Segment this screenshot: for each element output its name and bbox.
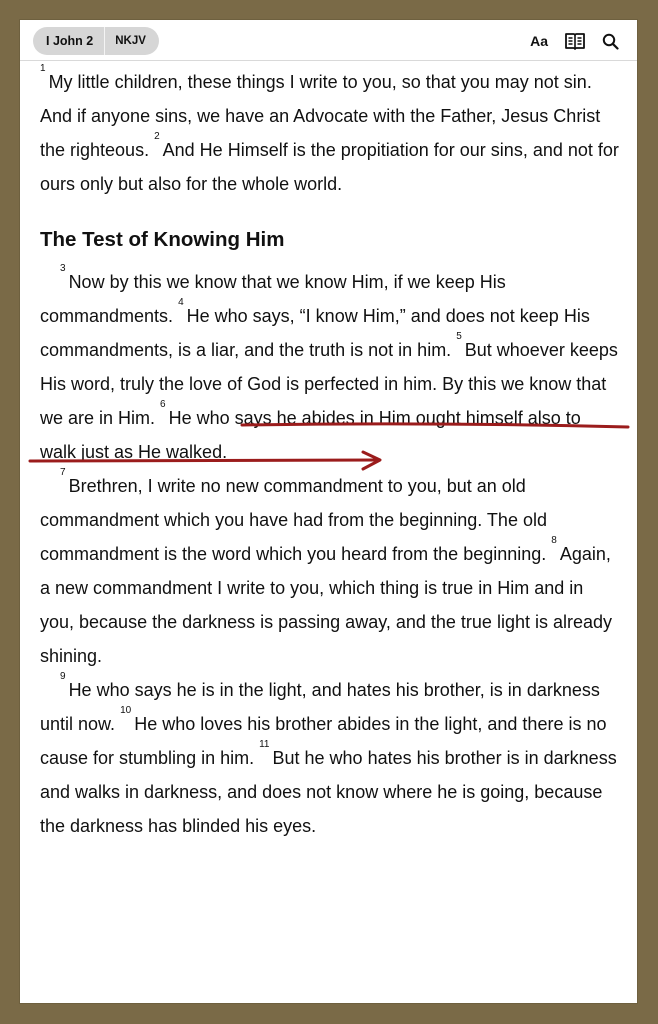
toolbar-actions xyxy=(530,30,619,52)
verse-11[interactable]: But he who hates his brother is in darkness and walks in darkness, and does not know where he is going, because the darkness has blinded his eyes. xyxy=(40,748,617,836)
verse-number-3: 3 xyxy=(60,263,66,274)
parallel-bible-icon[interactable] xyxy=(565,30,585,52)
verse-1[interactable]: My little children, these things I write to you, so that you may not sin. And if anyone sins, we have an Advocate with the Father, Jesus Christ the righteous. xyxy=(40,72,601,160)
verse-10[interactable]: He who loves his brother abides in the light, and there is no cause for stumbling in him. xyxy=(40,714,607,768)
verse-3[interactable]: Now by this we know that we know Him, if we keep His commandments. xyxy=(40,272,506,326)
verse-5[interactable]: But whoever keeps His word, truly the love of God is perfected in him. By this we know that we are in Him. xyxy=(40,340,618,428)
verse-number-9: 9 xyxy=(60,671,66,682)
verse-number-1: 1 xyxy=(40,63,46,74)
verse-number-4: 4 xyxy=(178,297,184,308)
verse-number-6: 6 xyxy=(160,399,166,410)
verse-6[interactable]: He who says he abides in Him ought himself also to walk just as He walked. xyxy=(40,408,581,462)
reader-toolbar xyxy=(20,20,637,61)
verse-number-10: 10 xyxy=(120,705,132,716)
font-settings-button[interactable]: Aa xyxy=(530,33,548,49)
verse-number-11: 11 xyxy=(259,739,270,750)
paragraph-7-8 xyxy=(40,469,620,673)
paragraph-intro xyxy=(40,65,620,201)
verse-number-7: 7 xyxy=(60,467,66,478)
verse-number-8: 8 xyxy=(551,535,557,546)
verse-9[interactable]: He who says he is in the light, and hates his brother, is in darkness until now. xyxy=(40,680,600,734)
verse-8[interactable]: Again, a new commandment I write to you, which thing is true in Him and in you, because the darkness is passing away, and the true light is already shining. xyxy=(40,544,613,666)
verse-2[interactable]: And He Himself is the propitiation for our sins, and not for ours only but also for the whole world. xyxy=(40,140,619,194)
paragraph-3-6 xyxy=(40,265,620,469)
version-button[interactable]: NKJV xyxy=(115,35,146,47)
book-chapter-button[interactable]: I John 2 xyxy=(46,34,94,48)
verse-number-2: 2 xyxy=(154,131,160,142)
bible-reader-page xyxy=(20,20,637,1003)
scripture-text xyxy=(40,65,620,843)
verse-4[interactable]: He who says, “I know Him,” and does not keep His commandments, is a liar, and the truth is not in him. xyxy=(40,306,590,360)
verse-number-5: 5 xyxy=(456,331,462,342)
section-heading: The Test of Knowing Him xyxy=(40,228,285,251)
passage-selector xyxy=(33,27,159,55)
verse-7[interactable]: Brethren, I write no new commandment to you, but an old commandment which you have had from the beginning. The old commandment is the word which you heard from the beginning. xyxy=(40,476,547,564)
search-icon[interactable] xyxy=(602,30,619,52)
paragraph-9-11 xyxy=(40,673,620,843)
